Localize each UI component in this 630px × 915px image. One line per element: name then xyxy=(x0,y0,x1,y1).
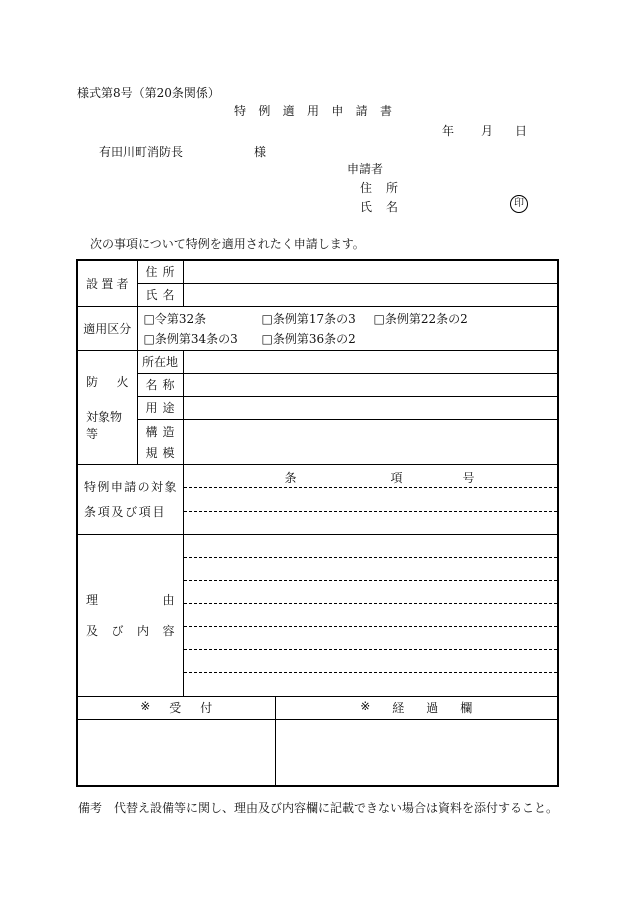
label-char: 氏 xyxy=(145,288,158,302)
applicant-name-label xyxy=(360,198,398,215)
reason-line xyxy=(184,581,558,604)
label-char: 欄 xyxy=(460,701,473,715)
label-char: び xyxy=(125,505,138,519)
label-char: 住 xyxy=(360,181,373,195)
reason-field[interactable] xyxy=(183,534,558,696)
reception-header xyxy=(77,696,275,719)
article-line xyxy=(184,488,558,512)
label-char: 請 xyxy=(124,480,137,494)
title-char: 用 xyxy=(306,104,319,118)
label-char: 火 xyxy=(116,374,129,389)
label-char: 受 xyxy=(169,701,182,715)
title-char: 請 xyxy=(355,104,368,118)
label-char: 規 xyxy=(145,445,158,460)
label-char: 例 xyxy=(97,480,110,494)
object-name-label xyxy=(137,373,183,396)
title-char: 適 xyxy=(282,104,295,118)
option-jorei-17-3[interactable]: □条例第17条の3 xyxy=(261,311,356,326)
label-char: 者 xyxy=(116,276,129,291)
seal-mark: 印 xyxy=(510,195,528,213)
addressee: 有田川町消防長 xyxy=(99,145,184,159)
label-char: 造 xyxy=(162,424,175,439)
label-char: 所 xyxy=(385,181,398,195)
label-char: 申 xyxy=(110,480,123,494)
label-char: 防 xyxy=(86,374,99,389)
object-name-field[interactable] xyxy=(183,373,558,396)
label-char: 設 xyxy=(86,276,99,291)
installer-name-label xyxy=(137,283,183,306)
label-char: び xyxy=(111,624,124,638)
label-char: 所 xyxy=(162,265,175,280)
item-header: 号 xyxy=(462,470,475,485)
usage-field[interactable] xyxy=(183,396,558,419)
progress-header xyxy=(275,696,558,719)
label-char: 用 xyxy=(145,401,158,415)
label-char: 経 xyxy=(392,701,405,715)
installer-label-cell xyxy=(77,260,137,306)
intro-text: 次の事項について特例を適用されたく申請します。 xyxy=(90,237,365,251)
option-rei-32[interactable]: □令第32条 xyxy=(143,311,207,326)
label-char: の xyxy=(137,480,150,494)
installer-name-field[interactable] xyxy=(183,283,558,306)
label-char: 称 xyxy=(162,378,175,392)
label-char: 及 xyxy=(86,624,99,638)
date-month-label: 月 xyxy=(481,124,494,138)
applicant-label: 申請者 xyxy=(347,162,384,176)
title-char: 申 xyxy=(331,104,344,118)
date-day-label: 日 xyxy=(515,124,528,138)
category-options xyxy=(137,306,558,350)
label-char: 途 xyxy=(162,401,175,415)
label-char: 構 xyxy=(145,424,158,439)
title-char: 例 xyxy=(258,104,271,118)
target-label: 対象物等 xyxy=(86,409,123,441)
date-year-label: 年 xyxy=(442,124,455,138)
label-char: 理 xyxy=(86,593,99,607)
reason-label xyxy=(77,534,183,696)
label-char: 住 xyxy=(145,265,158,280)
fire-object-label-cell xyxy=(77,350,137,464)
label-char: 名 xyxy=(385,200,398,214)
label-char: 由 xyxy=(162,593,175,607)
location-field[interactable] xyxy=(183,350,558,373)
form-number: 様式第8号（第20条関係） xyxy=(77,86,220,100)
installer-address-label xyxy=(137,260,183,283)
installer-address-field[interactable] xyxy=(183,260,558,283)
category-label: 適用区分 xyxy=(77,306,137,350)
reason-line xyxy=(184,650,558,673)
label-char: 項 xyxy=(138,505,151,519)
honorific: 様 xyxy=(254,145,267,159)
article-header: 条 xyxy=(284,470,297,485)
option-jorei-22-2[interactable]: □条例第22条の2 xyxy=(373,311,468,326)
label-char: 特 xyxy=(84,480,97,494)
label-char: 氏 xyxy=(360,200,373,214)
progress-field[interactable] xyxy=(275,719,558,786)
label-char: 目 xyxy=(152,505,165,519)
label-char: 条 xyxy=(84,505,97,519)
special-target-label xyxy=(77,464,183,534)
reception-field[interactable] xyxy=(77,719,275,786)
label-char: ※ xyxy=(360,699,371,713)
applicant-address-label xyxy=(360,179,398,196)
title-char: 書 xyxy=(379,104,392,118)
usage-label xyxy=(137,396,183,419)
clause-header: 項 xyxy=(390,470,403,485)
label-char: 過 xyxy=(426,701,439,715)
label-char: 及 xyxy=(111,505,124,519)
structure-scale-label xyxy=(137,419,183,464)
label-char: 模 xyxy=(162,445,175,460)
reason-line xyxy=(184,604,558,627)
special-target-field[interactable] xyxy=(183,464,558,534)
label-char: 置 xyxy=(101,276,114,291)
title-char: 特 xyxy=(234,104,247,118)
option-jorei-34-3[interactable]: □条例第34条の3 xyxy=(143,331,238,346)
label-char: 内 xyxy=(136,624,149,638)
label-char: 対 xyxy=(151,480,164,494)
location-label: 所在地 xyxy=(137,350,183,373)
label-char: 名 xyxy=(162,288,175,302)
label-char: ※ xyxy=(140,699,151,713)
option-jorei-36-2[interactable]: □条例第36条の2 xyxy=(261,331,356,346)
footer-note: 備考 代替え設備等に関し、理由及び内容欄に記載できない場合は資料を添付すること。 xyxy=(78,801,559,815)
label-char: 項 xyxy=(97,505,110,519)
reason-line xyxy=(184,627,558,650)
reason-line xyxy=(184,558,558,581)
label-char: 名 xyxy=(145,378,158,392)
reason-line xyxy=(184,535,558,558)
article-header-row xyxy=(184,465,558,488)
label-char: 容 xyxy=(162,624,175,638)
form-title xyxy=(234,102,392,119)
label-char: 付 xyxy=(200,701,213,715)
application-table xyxy=(76,259,559,787)
label-char: 象 xyxy=(164,480,177,494)
structure-scale-field[interactable] xyxy=(183,419,558,464)
